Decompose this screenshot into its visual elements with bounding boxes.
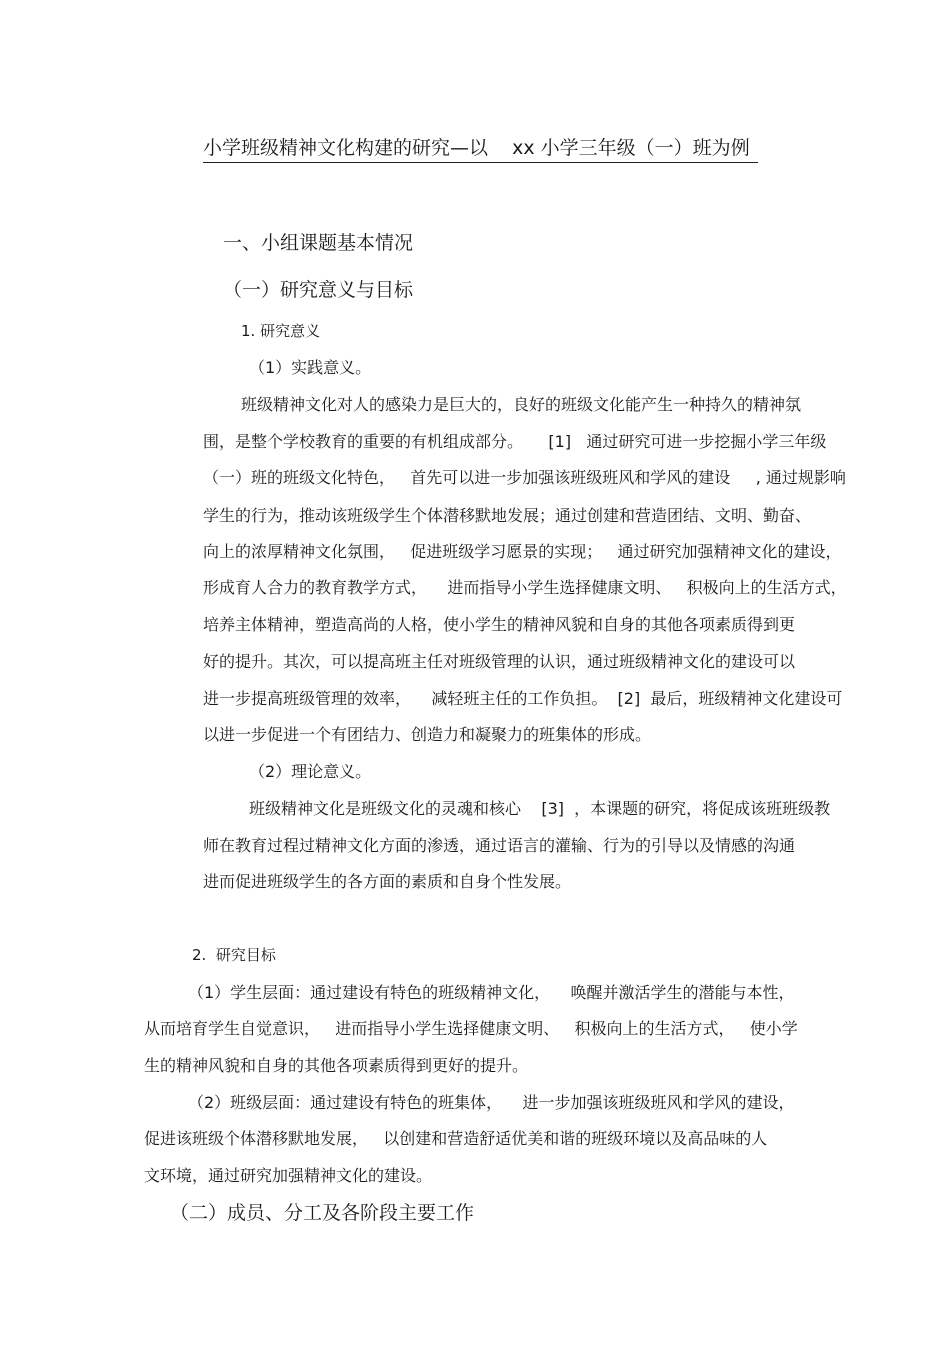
paragraph-line: （1）学生层面：通过建设有特色的班级精神文化， 唤醒并激活学生的潜能与本性， [188,983,795,1002]
theory-heading: （2）理论意义。 [249,762,372,781]
paragraph-line: 师在教育过程过精神文化方面的渗透，通过语言的灌输、行为的引导以及情感的沟通 [203,836,796,855]
paragraph-line: （一）班的班级文化特色， 首先可以进一步加强该班级班风和学风的建设 , 通过规影响 [203,468,846,487]
paragraph-line: 学生的行为，推动该班级学生个体潜移默地发展；通过创建和营造团结、文明、勤奋、 [203,506,812,525]
item-heading: 2. 研究目标 [192,946,276,964]
paragraph-line: 班级精神文化是班级文化的灵魂和核心 [3] ，本课题的研究，将促成该班班级教 [249,799,831,818]
section-heading: 一、小组课题基本情况 [223,232,414,254]
paragraph-line: 好的提升。其次，可以提高班主任对班级管理的认识，通过班级精神文化的建设可以 [203,652,796,671]
subsection-heading: （一）研究意义与目标 [223,279,414,301]
paragraph-line: （2）班级层面：通过建设有特色的班集体， 进一步加强该班级班风和学风的建设， [188,1093,795,1112]
paragraph-line: 从而培育学生自觉意识， 进而指导小学生选择健康文明、 积极向上的生活方式， 使小学 [144,1019,798,1038]
practice-heading: （1）实践意义。 [249,358,372,377]
paragraph-line: 形成育人合力的教育教学方式， 进而指导小学生选择健康文明、 积极向上的生活方式， [203,578,847,597]
paragraph-line: 进一步提高班级管理的效率， 减轻班主任的工作负担。 [2] 最后，班级精神文化建设可 [203,689,843,708]
paragraph-line: 进而促进班级学生的各方面的素质和自身个性发展。 [203,872,572,891]
subsection-heading: （二）成员、分工及各阶段主要工作 [170,1202,475,1224]
paragraph-line: 文环境，通过研究加强精神文化的建设。 [144,1166,433,1185]
paragraph-line: 以进一步促进一个有团结力、创造力和凝聚力的班集体的形成。 [203,725,652,744]
paragraph-line: 生的精神风貌和自身的其他各项素质得到更好的提升。 [144,1056,529,1075]
paragraph-line: 班级精神文化对人的感染力是巨大的，良好的班级文化能产生一种持久的精神氛 [241,395,802,414]
paragraph-line: 培养主体精神，塑造高尚的人格，使小学生的精神风貌和自身的其他各项素质得到更 [203,615,796,634]
paragraph-line: 围，是整个学校教育的重要的有机组成部分。 [1] 通过研究可进一步挖掘小学三年级 [203,432,827,451]
page-title: 小学班级精神文化构建的研究—以 xx 小学三年级（一）班为例 [203,135,758,163]
item-heading: 1. 研究意义 [241,322,321,340]
paragraph-line: 向上的浓厚精神文化氛围， 促进班级学习愿景的实现； 通过研究加强精神文化的建设， [203,542,842,561]
paragraph-line: 促进该班级个体潜移默地发展， 以创建和营造舒适优美和谐的班级环境以及高品味的人 [144,1129,768,1148]
